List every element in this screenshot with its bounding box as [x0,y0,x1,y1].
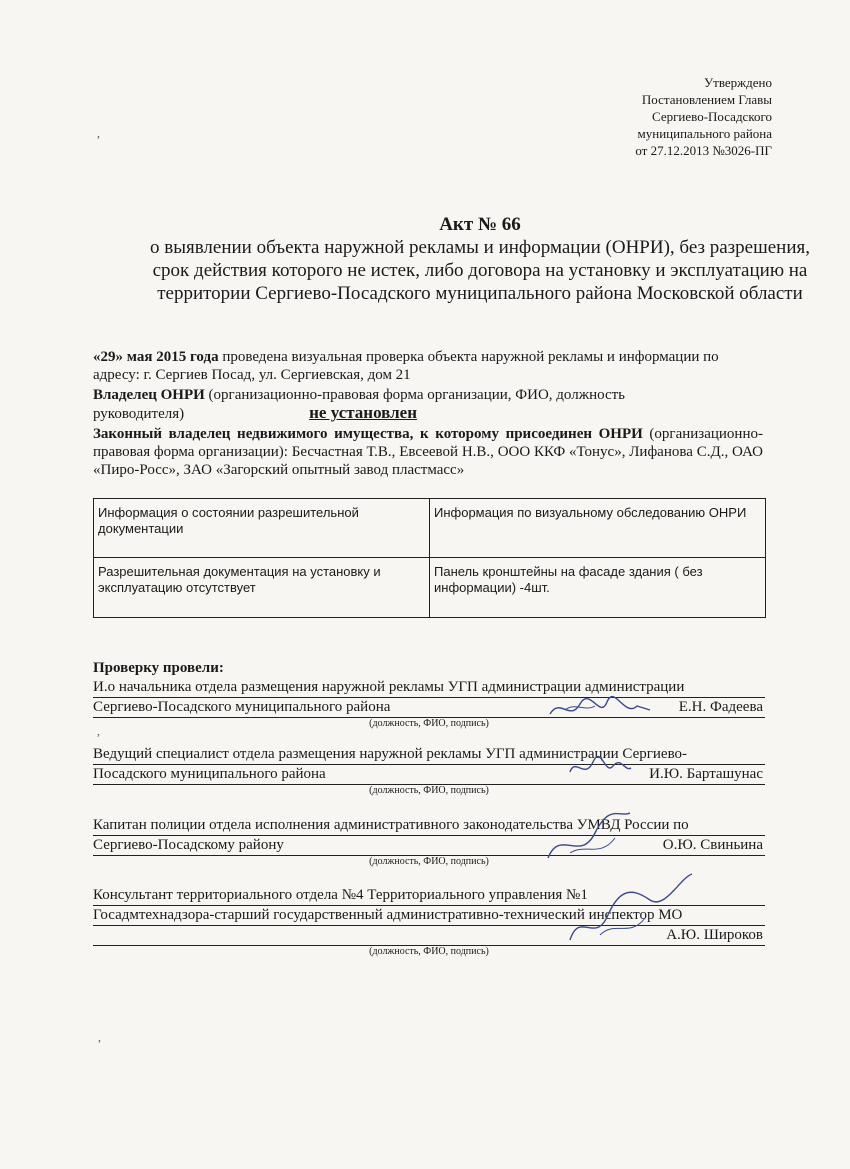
signer-position-line: Ведущий специалист отдела размещения наружной рекламы УГП администрации Сергиево- [93,745,765,765]
signature-1 [545,692,655,724]
signer-position-line [93,765,765,785]
approval-line: Сергиево-Посадского [652,109,772,124]
signer-position-line [93,836,765,856]
info-table [93,498,766,618]
checkers-heading: Проверку провели: [93,660,224,676]
signer-position-line: И.о начальника отдела размещения наружной рекламы УГП администрации администрации [93,678,765,698]
approval-line: от 27.12.2013 №3026-ПГ [635,143,772,158]
table-header-row [94,499,766,558]
signature-2 [565,752,635,784]
inspection-paragraph [93,348,763,479]
signer-block [93,678,765,730]
act-description: о выявлении объекта наружной рекламы и информации (ОНРИ), без разрешения, срок действия которого не истек, либо договора на установку и эксплуатацию на территории Сергиево-Посадского муниципального района Московской области [149,237,811,304]
inspection-text: проведена визуальная проверка объекта наружной рекламы и информации по адресу: г. Сергиев Посад, ул. Сергиевская, дом 21 [93,349,719,383]
approval-block [635,74,772,159]
document-title [130,213,830,305]
signer-position-line: Капитан полиции отдела исполнения административного законодательства УМВД России по [93,816,765,836]
signature-4 [560,870,700,950]
owner-value: не установлен [309,403,418,422]
signer-position-line: Госадмтехнадзора-старший государственный административно-технический инспектор МО [93,906,765,926]
scan-mark: , [97,724,100,738]
approval-line: Постановлением Главы [641,92,772,107]
table-cell: Разрешительная документация на установку и эксплуатацию отсутствует [94,558,430,618]
signature-hint: (должность, ФИО, подпись) [369,856,489,867]
signature-3 [540,808,650,868]
scan-mark: , [97,126,100,140]
scan-mark: , [98,1030,101,1044]
signer-position: Посадского муниципального района [93,766,326,782]
table-cell: Информация о состоянии разрешительной документации [94,499,430,558]
approval-line: муниципального района [637,126,772,141]
table-cell: Информация по визуальному обследованию ОНРИ [430,499,766,558]
legal-owner-label: Законный владелец недвижимого имущества, к которому присоединен ОНРИ [93,426,643,442]
signer-block [93,816,765,868]
table-cell: Панель кронштейны на фасаде здания ( без информации) -4шт. [430,558,766,618]
signer-position-line: Консультант территориального отдела №4 Территориального управления №1 [93,886,765,906]
owner-label: Владелец ОНРИ [93,387,205,403]
signature-hint: (должность, ФИО, подпись) [369,785,489,796]
table-row [94,558,766,618]
inspection-date: «29» мая 2015 года [93,349,219,365]
signer-name: Е.Н. Фадеева [678,699,763,715]
approval-line: Утверждено [703,75,772,90]
signer-position-line [93,698,765,718]
signer-position: Сергиево-Посадскому району [93,837,284,853]
owner-description: (организационно-правовая форма организации, ФИО, должность руководителя) [93,387,626,422]
signer-block [93,745,765,797]
legal-owner-paragraph [93,425,763,479]
signer-name: И.Ю. Барташунас [649,766,763,782]
signature-hint: (должность, ФИО, подпись) [369,718,489,729]
signer-name: А.Ю. Широков [666,927,763,943]
signature-hint: (должность, ФИО, подпись) [369,946,489,957]
legal-owner-text: (организационно-правовая форма организации): Бесчастная Т.В., Евсеевой Н.В., ООО ККФ «Тонус», Лифанова С.Д., ОАО «Пиро-Росс», ЗАО «Загорский опытный завод пластмасс» [93,426,763,478]
act-number: Акт № 66 [439,214,521,235]
signer-name: О.Ю. Свиньина [662,837,763,853]
signer-position: Сергиево-Посадского муниципального района [93,699,391,715]
